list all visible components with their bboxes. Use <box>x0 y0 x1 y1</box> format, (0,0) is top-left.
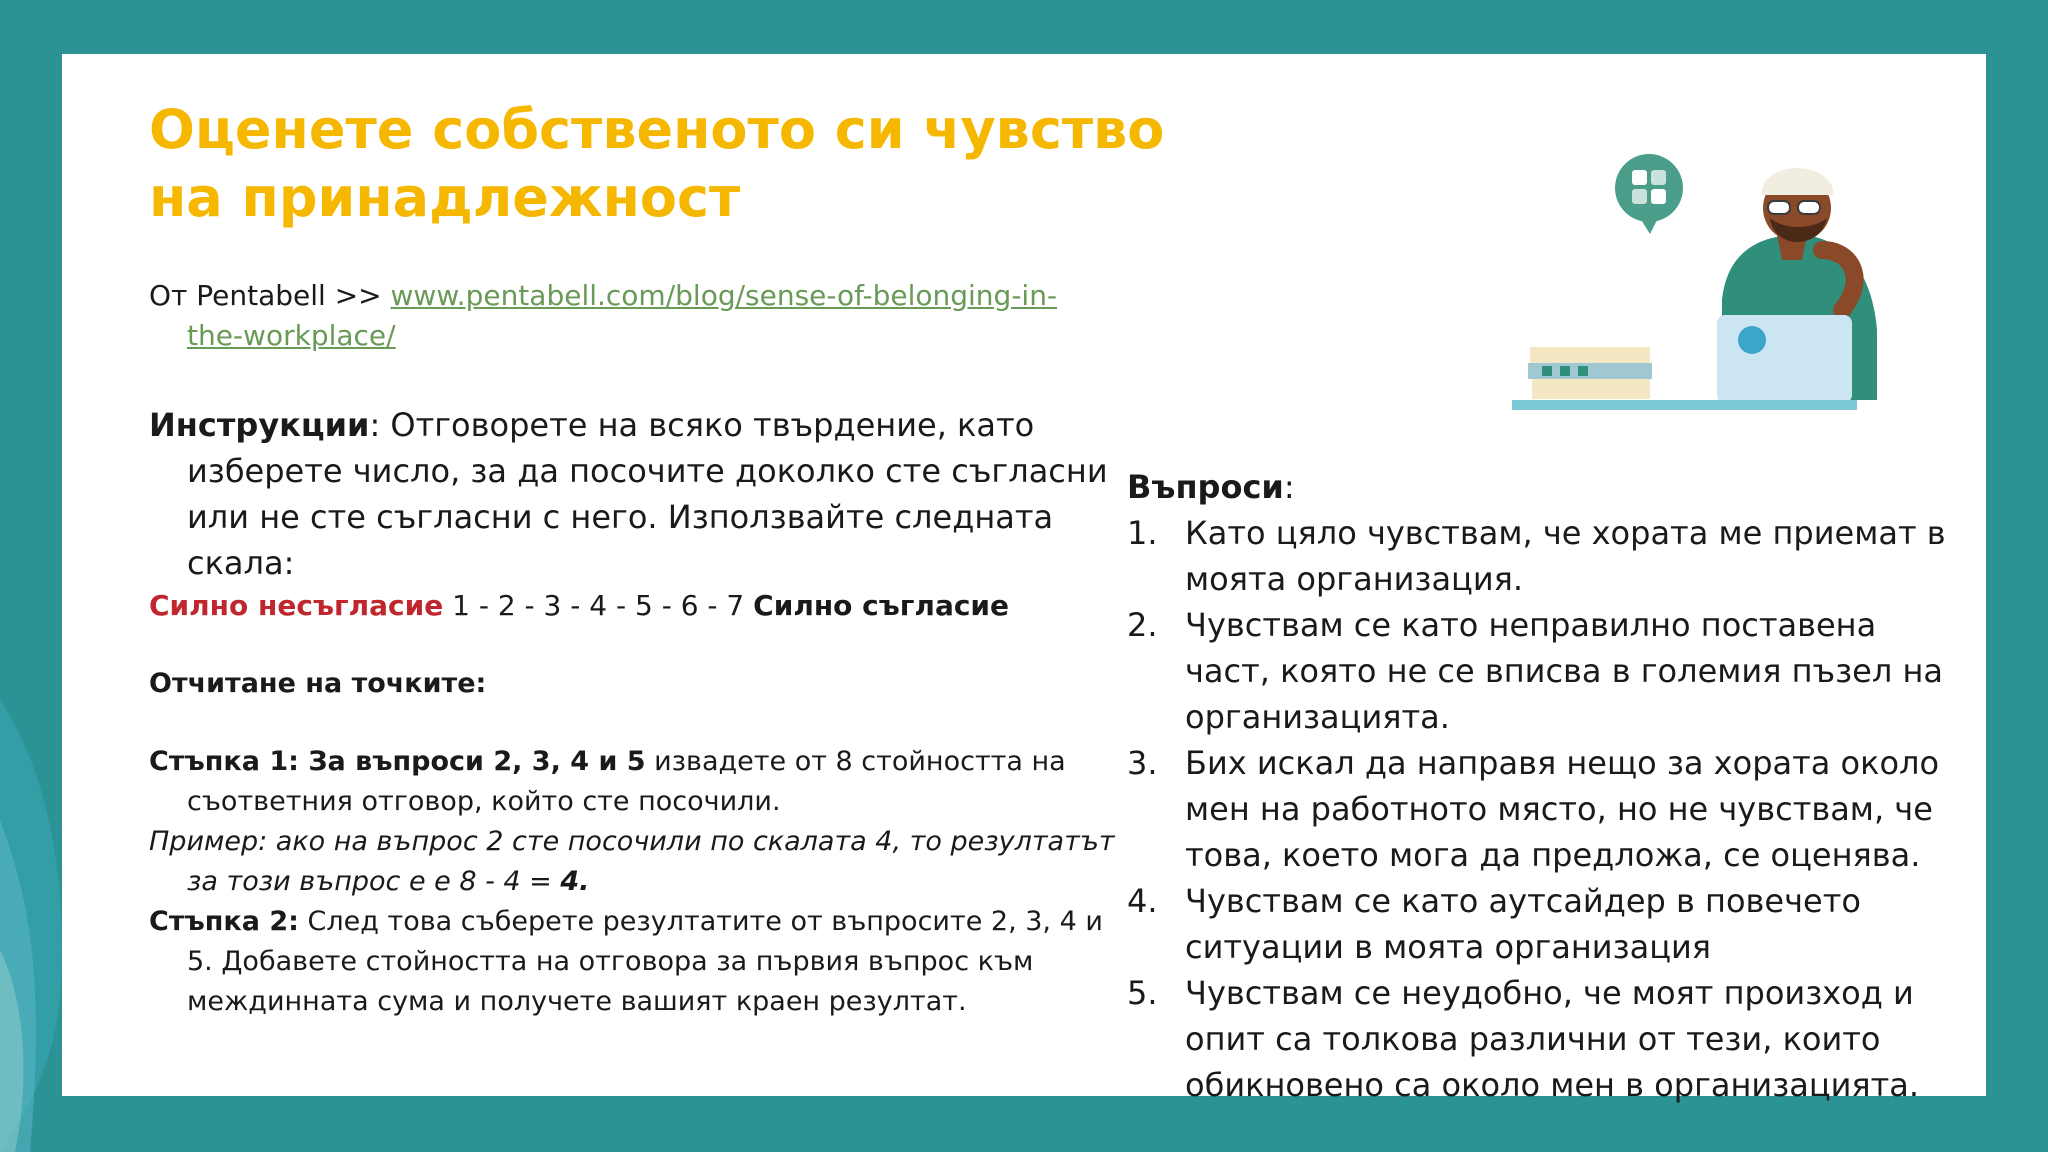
scale-low-label: Силно несъгласие <box>149 589 444 622</box>
instructions-text: : Отговорете на всяко твърдение, като изберете число, за да посочите доколко сте съгласни или не сте съгласни с него. Използвайте следната скала: <box>187 406 1108 582</box>
question-text: Чувствам се като неправилно поставена част, която не се вписва в големия пъзел на организацията. <box>1185 606 1943 736</box>
questions-column <box>1127 464 1947 1108</box>
question-text: Чувствам се неудобно, че моят произход и опит са толкова различни от тези, които обикновено са около мен в организацията. <box>1185 974 1920 1104</box>
question-number: 5. <box>1127 974 1158 1012</box>
step-2 <box>149 902 1129 1022</box>
question-number: 3. <box>1127 744 1158 782</box>
question-text: Чувствам се като аутсайдер в повечето ситуации в моята организация <box>1185 882 1861 966</box>
question-item <box>1127 878 1947 970</box>
scoring-heading: Отчитане на точките: <box>149 668 487 699</box>
slide-content <box>62 54 1986 1104</box>
slide-title: Оценете собственото си чувство на принадлежност <box>149 98 1165 229</box>
source-link[interactable]: www.pentabell.com/blog/sense-of-belonging-in-the-workplace/ <box>187 279 1058 352</box>
question-item <box>1127 510 1947 602</box>
questions-heading-label: Въпроси <box>1127 468 1284 506</box>
question-text: Като цяло чувствам, че хората ме приемат в моята организация. <box>1185 514 1946 598</box>
question-item <box>1127 740 1947 878</box>
step-1-label: Стъпка 1: За въпроси 2, 3, 4 и 5 <box>149 746 646 777</box>
scale-high-label: Силно съгласие <box>753 589 1010 622</box>
questions-heading <box>1127 464 1947 510</box>
question-number: 1. <box>1127 514 1158 552</box>
question-number: 4. <box>1127 882 1158 920</box>
example-result: 4. <box>560 866 590 897</box>
example-note <box>149 822 1129 902</box>
question-number: 2. <box>1127 606 1158 644</box>
source-line <box>149 276 1087 356</box>
instructions-paragraph <box>149 402 1129 586</box>
question-item <box>1127 970 1947 1108</box>
person-at-laptop-illustration <box>1512 100 1932 420</box>
instructions-label: Инструкции <box>149 406 370 444</box>
step-1 <box>149 742 1129 822</box>
step-2-label: Стъпка 2: <box>149 906 299 937</box>
example-text: Пример: ако на въпрос 2 сте посочили по скалата 4, то резултатът за този въпрос е е 8 - 4 = <box>149 826 1115 897</box>
question-text: Бих искал да направя нещо за хората около мен на работното място, но не чувствам, че това, което мога да предложа, се оценява. <box>1185 744 1940 874</box>
scale-numbers: 1 - 2 - 3 - 4 - 5 - 6 - 7 <box>443 589 754 622</box>
thought-bubble-icon <box>1615 154 1683 222</box>
instructions-column <box>149 402 1129 1022</box>
step-1-text: извадете от 8 стойността на съответния отговор, който сте посочили. <box>187 746 1066 817</box>
questions-list <box>1127 510 1947 1108</box>
rating-scale <box>149 586 1129 626</box>
questions-heading-colon: : <box>1283 468 1295 506</box>
step-2-text: След това съберете резултатите от въпросите 2, 3, 4 и 5. Добавете стойността на отговора за първия въпрос към междинната сума и получете вашият краен резултат. <box>187 906 1103 1017</box>
question-item <box>1127 602 1947 740</box>
source-prefix: От Pentabell >> <box>149 279 391 312</box>
